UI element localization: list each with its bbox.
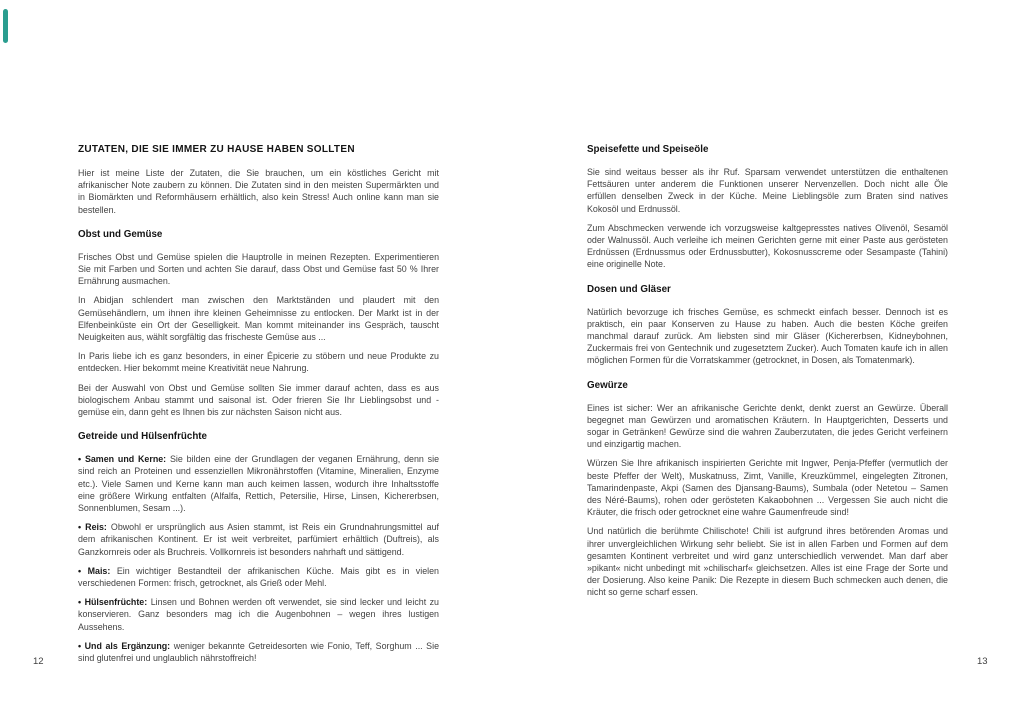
paragraph: Würzen Sie Ihre afrikanisch inspirierten Gerichte mit Ingwer, Penja-Pfeffer (vermutlich der beste Pfeffer der Welt), Muskatnuss, Zimt, Vanille, Kreuzkümmel, eingelegten Zitronen, Tamarindenpaste, Akpi (Samen des Djansang-Baums), Sumbala (oder Netetou – Samen des Néré-Baums), rohen oder gerösteten Kakaobohnen ... Vergessen Sie auch nicht die Kräuter, die frisch oder getrocknet eine wahre Gaumenfreude sind! [587,458,948,518]
paragraph: Natürlich bevorzuge ich frisches Gemüse, es schmeckt einfach besser. Dennoch ist es praktisch, ein paar Konserven zu Hause zu haben. Auch die besten Köche greifen manchmal darauf zurück. Am liebsten sind mir Gläser (Kichererbsen, Kidneybohnen, Zuckermais frei von Gentechnik und zugesetztem Zucker). Auch Tomaten kaufe ich in allen möglichen Formen für die Vorratskammer (getrocknet, in Dosen, als Tomatenmark). [587,306,948,366]
page-right [587,144,948,606]
paragraph: In Abidjan schlendert man zwischen den Marktständen und plaudert mit den Gemüsehändlern, um ihnen ihre kleinen Geheimnisse zu entlocken. Der Markt ist in der Elfenbeinküste ein Ort der Geselligkeit. Man kommt miteinander ins Gespräch, tauscht Neuigkeiten aus, wählt sorgfältig das frischeste Gemüse aus ... [78,295,439,343]
bullet-item [78,453,439,514]
paragraph: Und natürlich die berühmte Chilischote! Chili ist aufgrund ihres betörenden Aromas und ihrer unvergleichlichen Wirkung sehr beliebt. Sie ist in allen Farben und Formen auf dem gesamten Kontinent verbreitet und wird ganz unterschiedlich verwendet. Man darf aber »pikant« nicht unbedingt mit »chilischarf« gleichsetzen. Alles ist eine Frage der Sorte und der Dosierung. Also keine Panik: Die Rezepte in diesem Buch schmecken auch denen, die nicht so gerne scharf essen. [587,526,948,598]
section-heading-dosen-und-glaeser: Dosen und Gläser [587,283,671,295]
paragraph: Eines ist sicher: Wer an afrikanische Gerichte denkt, denkt zuerst an Gewürze. Überall begegnet man Gewürzen und aromatischen Kräutern. In Hauptgerichten, Desserts und sogar in Getränken! Gewürze sind die wahren Zauberzutaten, die jedes Gericht verfeinern und einzigartig machen. [587,402,948,450]
bullet-item [78,521,439,558]
bullet-lead: • Samen und Kerne: [78,454,167,465]
page-number-right: 13 [977,656,988,667]
paragraph: In Paris liebe ich es ganz besonders, in einer Épicerie zu stöbern und neue Produkte zu entdecken. Hier bekommt meine Kreativität neue Nahrung. [78,351,439,374]
paragraph: Sie sind weitaus besser als ihr Ruf. Sparsam verwendet unterstützen die enthaltenen Fettsäuren unter anderem die Funktionen unserer Nervenzellen. Doch nicht alle Öle erfüllen denselben Zweck in der Küche. Meine Lieblingsöle zum Braten sind natives Kokosöl und Erdnussöl. [587,167,948,214]
bullet-lead: • Hülsenfrüchte: [78,597,148,608]
page-left [78,144,439,671]
intro-paragraph: Hier ist meine Liste der Zutaten, die Sie brauchen, um ein köstliches Gericht mit afrikanischer Note zaubern zu können. Die Zutaten sind in den meisten Supermärkten und in Biomärkten und Reformhäusern erhältlich, also kein Stress! Auch online kann man sie bestellen. [78,168,439,215]
section-heading-speisefette-und-speiseoele: Speisefette und Speiseöle [587,144,709,155]
bullet-text: Linsen und Bohnen werden oft verwendet, sie sind lecker und leicht zu konservieren. Ganz besonders mag ich die Augenbohnen – wegen ihres lustigen Aussehens. [78,597,439,632]
paragraph: Zum Abschmecken verwende ich vorzugsweise kaltgepresstes natives Olivenöl, Sesamöl oder Walnussöl. Auch verleihe ich meinen Gerichten gerne mit einer Paste aus gerösteten Erdnüssen (Erdnussmus oder Erdnussbutter), Kokosnusscreme oder Sesampaste (Tahini) eine originelle Note. [587,222,948,270]
paragraph: Frisches Obst und Gemüse spielen die Hauptrolle in meinen Rezepten. Experimentieren Sie mit Farben und Sorten und achten Sie darauf, dass Obst und Gemüse fast 50 % Ihrer Ernährung ausmachen. [78,251,439,287]
bullet-lead: • Reis: [78,522,107,533]
bullet-lead: • Und als Ergänzung: [78,640,171,651]
bullet-text: Ein wichtiger Bestandteil der afrikanischen Küche. Mais gibt es in vielen verschiedenen Formen: frisch, getrocknet, als Grieß oder Mehl. [78,565,439,589]
paragraph: Bei der Auswahl von Obst und Gemüse sollten Sie immer darauf achten, dass es aus biologischem Anbau stammt und saisonal ist. Oder frieren Sie Ihr Lieblingsobst und -gemüse ein, dann geht es Ihnen bis zur nächsten Saison nicht aus. [78,382,439,418]
bullet-lead: • Mais: [78,565,111,576]
section-heading-gewuerze: Gewürze [587,379,628,391]
bullet-item [78,640,439,664]
section-heading-obst-und-gemuese: Obst und Gemüse [78,228,163,240]
scrollbar-thumb[interactable] [3,9,8,43]
bullet-text: weniger bekannte Getreidesorten wie Fonio, Teff, Sorghum ... Sie sind glutenfrei und unglaublich nährstoffreich! [78,640,439,664]
chapter-title: ZUTATEN, DIE SIE IMMER ZU HAUSE HABEN SOLLTEN [78,144,355,155]
bullet-item [78,596,439,633]
bullet-text: Sie bilden eine der Grundlagen der veganen Ernährung, denn sie sind reich an Proteinen und essenziellen Mikronährstoffen (Vitamine, Mineralien, Enzyme etc.). Viele Samen und Kerne kann man auch keimen lassen, wodurch ihre Inhaltsstoffe eine größere Wirkung entfalten (Alfalfa, Rettich, Petersilie, Hirse, Linsen, Kichererbsen, Sonnenblumen, Sesam ...). [78,454,440,514]
bullet-item [78,565,439,589]
page-number-left: 12 [33,656,44,667]
section-heading-getreide-und-huelsenfruechte: Getreide und Hülsenfrüchte [78,431,208,443]
bullet-text: Obwohl er ursprünglich aus Asien stammt, ist Reis ein Grundnahrungsmittel auf dem afrikanischen Kontinent. Er ist weit verbreitet, parfümiert erhältlich (Duftreis), als Ganzkornreis oder als Bruchreis. Vollkornreis ist besonders nahrhaft und sättigend. [78,522,440,557]
